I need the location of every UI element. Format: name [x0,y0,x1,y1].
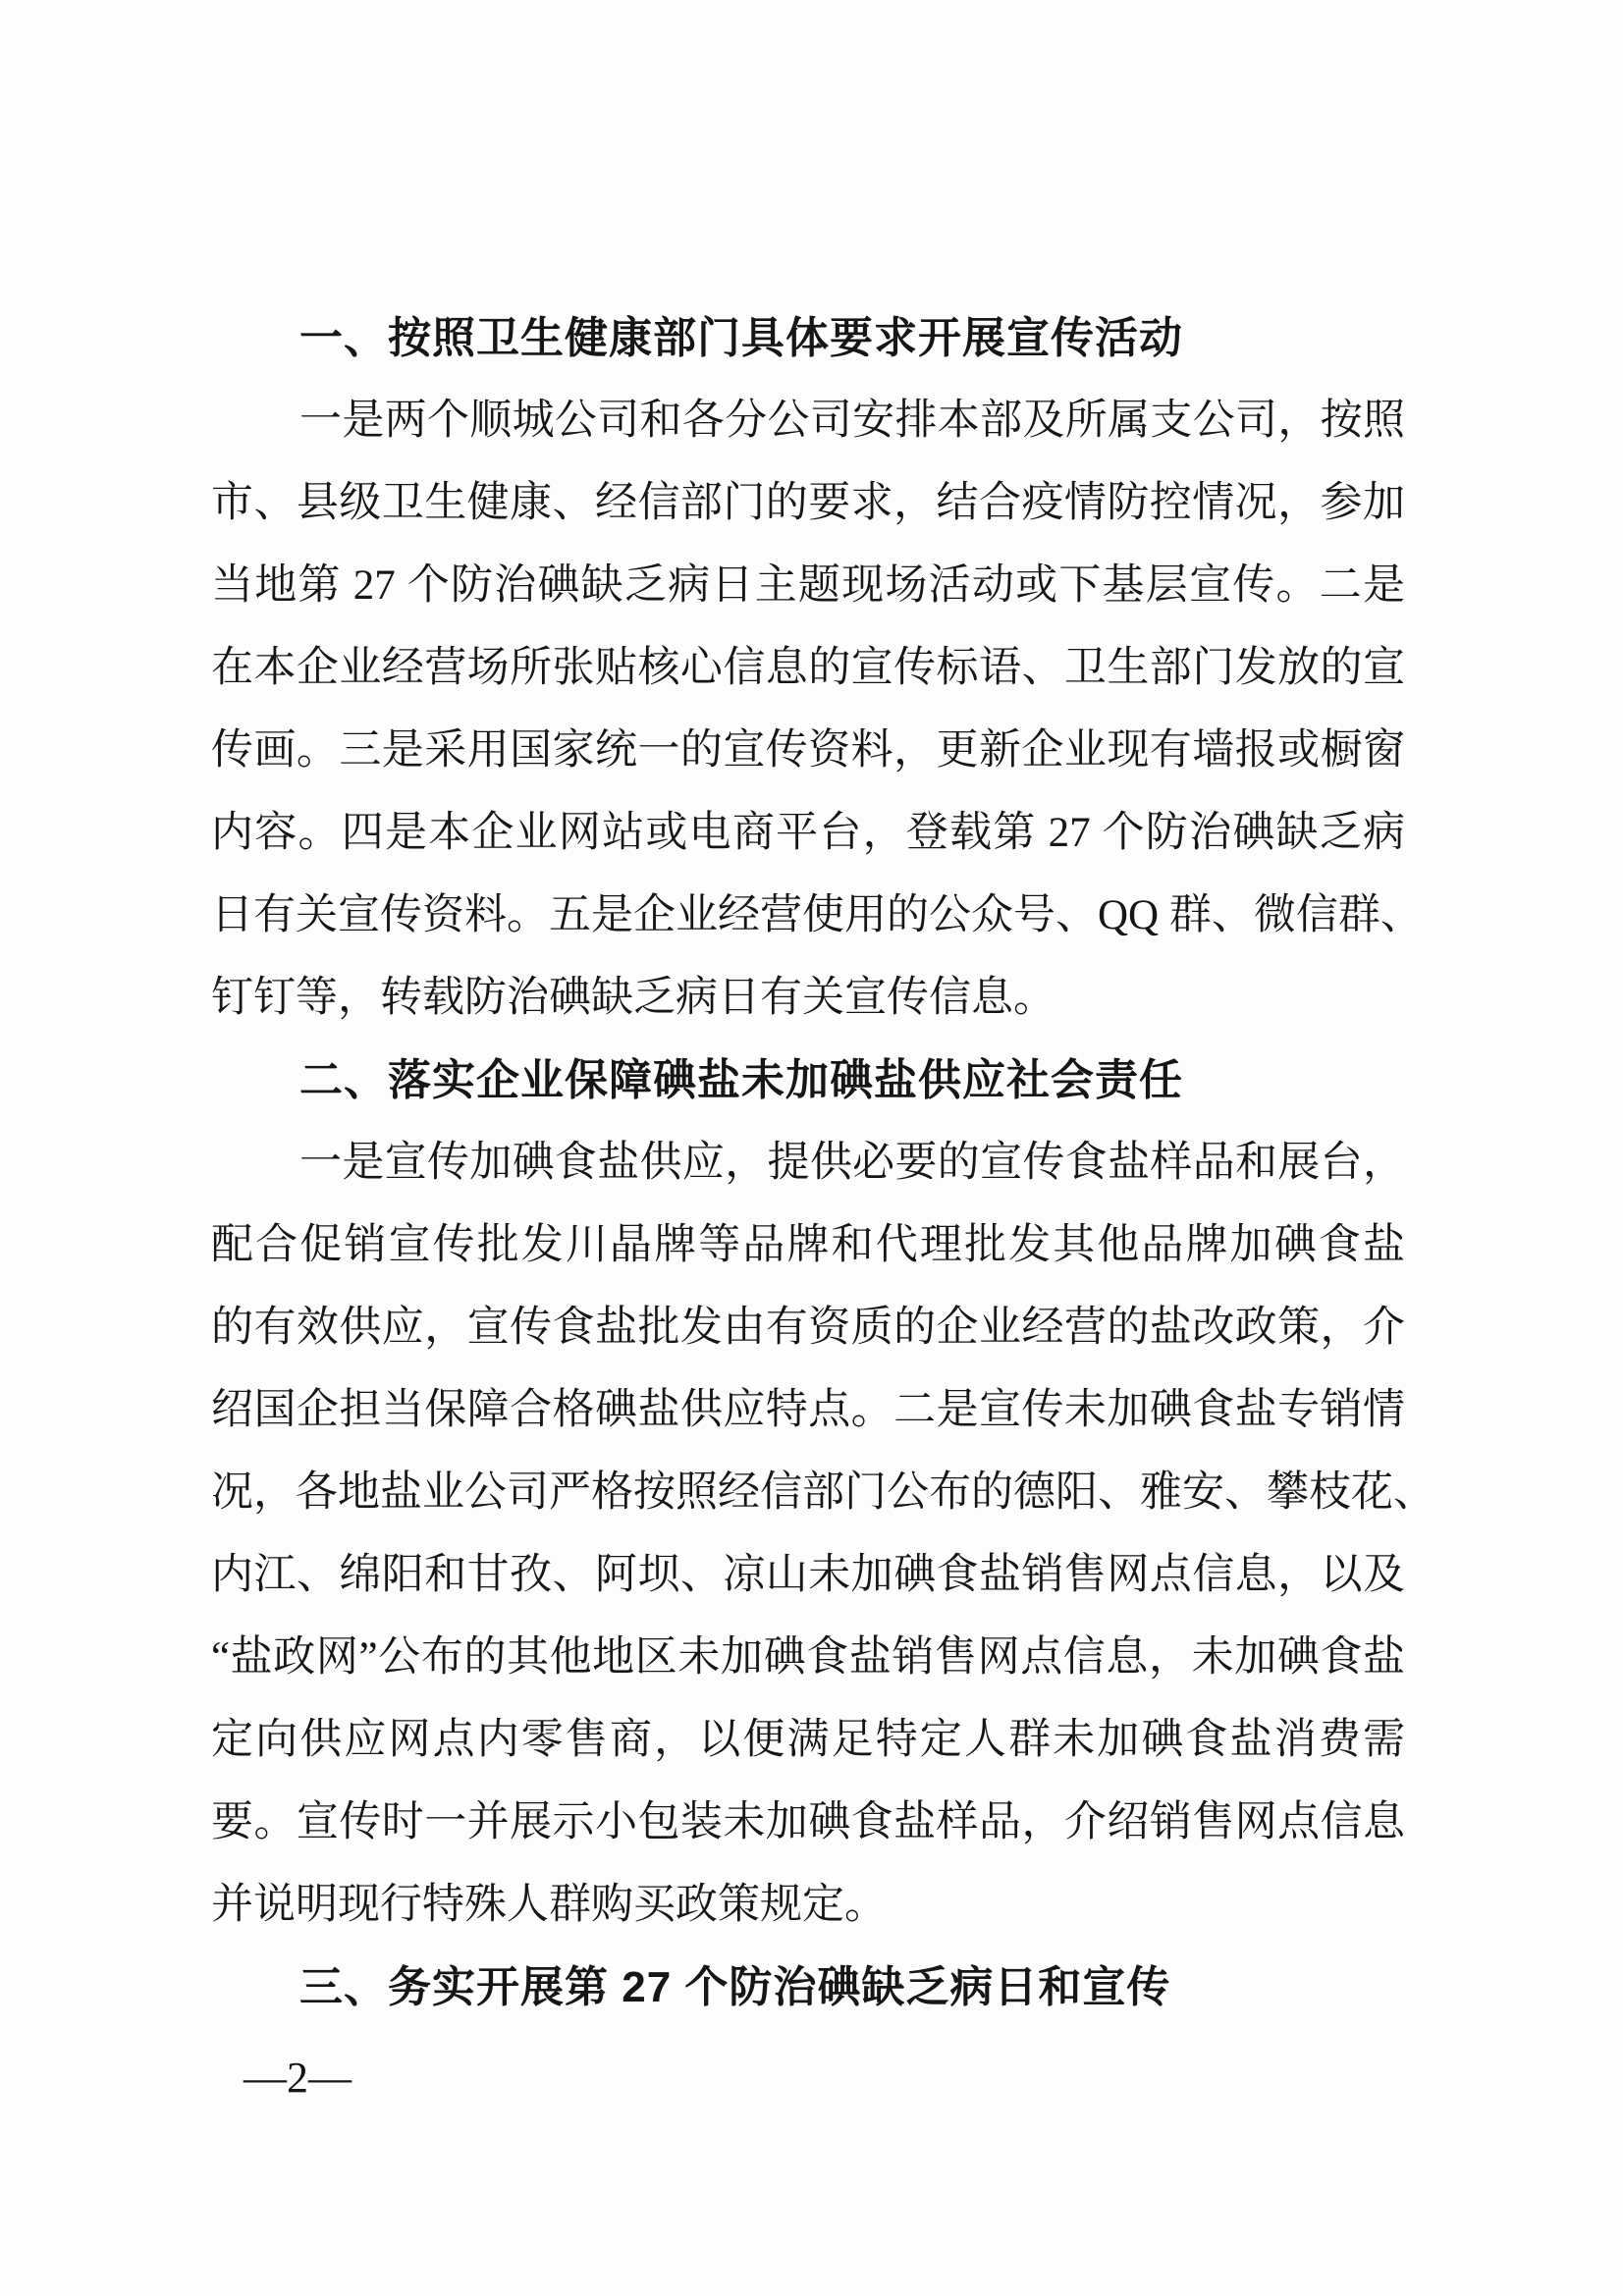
paragraph-line: 要。宣传时一并展示小包装未加碘食盐样品，介绍销售网点信息 [211,1799,1405,1845]
paragraph-line: 内容。四是本企业网站或电商平台，登载第 27 个防治碘缺乏病 [211,810,1405,856]
paragraph-line: 钉钉等，转载防治碘缺乏病日有关宣传信息。 [211,975,1055,1021]
paragraph-line: 并说明现行特殊人群购买政策规定。 [211,1882,887,1928]
page-number: —2— [243,2054,352,2102]
paragraph-line: 绍国企担当保障合格碘盐供应特点。二是宣传未加碘食盐专销情 [211,1387,1405,1433]
paragraph-line: 传画。三是采用国家统一的宣传资料，更新企业现有墙报或橱窗 [211,727,1405,774]
paragraph-line: 当地第 27 个防治碘缺乏病日主题现场活动或下基层宣传。二是 [211,562,1405,609]
paragraph-line: 一是两个顺城公司和各分公司安排本部及所属支公司，按照 [299,398,1405,444]
paragraph-line: 内江、绵阳和甘孜、阿坝、凉山未加碘食盐销售网点信息，以及 [211,1552,1405,1598]
paragraph-line: 配合促销宣传批发川晶牌等品牌和代理批发其他品牌加碘食盐 [211,1222,1405,1268]
paragraph-line: 市、县级卫生健康、经信部门的要求，结合疫情防控情况，参加 [211,480,1405,526]
paragraph-line: 一是宣传加碘食盐供应，提供必要的宣传食盐样品和展台， [299,1140,1405,1186]
document-body [211,297,1435,2029]
paragraph-line: 定向供应网点内零售商，以便满足特定人群未加碘食盐消费需 [211,1717,1405,1763]
paragraph-line: 在本企业经营场所张贴核心信息的宣传标语、卫生部门发放的宣 [211,645,1405,691]
section-heading-2: 二、落实企业保障碘盐未加碘盐供应社会责任 [299,1056,1183,1104]
section-heading-1: 一、按照卫生健康部门具体要求开展宣传活动 [299,314,1183,362]
paragraph-line: 日有关宣传资料。五是企业经营使用的公众号、QQ 群、微信群、 [211,892,1423,938]
paragraph-line: 的有效供应，宣传食盐批发由有资质的企业经营的盐改政策，介 [211,1305,1405,1351]
section-heading-3: 三、务实开展第 27 个防治碘缺乏病日和宣传 [299,1963,1171,2011]
paragraph-line: “盐政网”公布的其他地区未加碘食盐销售网点信息，未加碘食盐 [211,1634,1405,1681]
paragraph-line: 况，各地盐业公司严格按照经信部门公布的德阳、雅安、攀枝花、 [211,1469,1435,1516]
